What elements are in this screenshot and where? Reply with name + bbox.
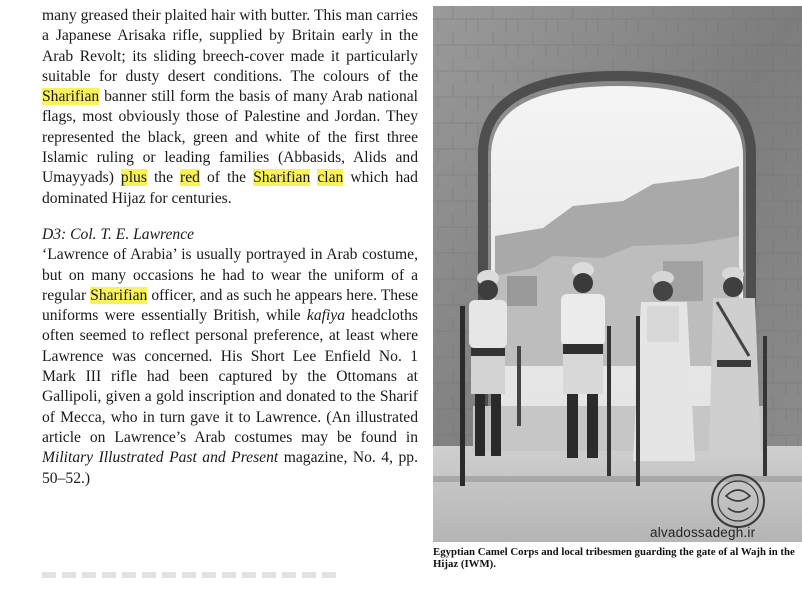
watermark-text: alvadossadegh.ir bbox=[650, 525, 756, 540]
highlighted-word: Sharifian bbox=[253, 169, 311, 187]
kafiya-term: kafiya bbox=[306, 307, 346, 325]
paragraph-2-text-c: headcloths often seemed to reflect personal preference, at least where Lawrence was concerned. His Short Lee Enfield No. 1 Mark III rifle had been captured by the Ottomans at Gallipoli, given a gold inscription and donated to the Sharif of Mecca, who in turn gave it to Lawrence. (An illustrated article on Lawrence’s Arab costumes may be found in bbox=[42, 307, 418, 446]
highlighted-word: red bbox=[180, 169, 200, 187]
paragraph-1-text: which had dominated Hijaz for centuries. bbox=[42, 169, 418, 207]
paragraph-1-text: the bbox=[146, 169, 181, 187]
paragraph-2 bbox=[42, 245, 418, 489]
paragraph-2-text-a: ‘Lawrence of Arabia’ is usually portrayed in Arab costume, but on many occasions he had to wear the uniform of a regular bbox=[42, 246, 418, 304]
subheading: D3: Col. T. E. Lawrence bbox=[42, 225, 195, 243]
bleed-through-line bbox=[42, 572, 342, 578]
paragraph-2-text-b: officer, and as such he appears here. These uniforms were essentially British, while bbox=[42, 286, 418, 325]
highlight-sharifian: Sharifian bbox=[90, 286, 148, 304]
highlighted-word: plus bbox=[120, 169, 147, 187]
paragraph-2-text-d: magazine, No. 4, pp. 50–52.) bbox=[42, 449, 418, 487]
highlighted-word: clan bbox=[317, 169, 344, 187]
historical-photo bbox=[433, 6, 802, 542]
paragraph-1 bbox=[42, 6, 418, 209]
paragraph-1-text: of the bbox=[199, 169, 254, 187]
magazine-title: Military Illustrated Past and Present bbox=[42, 449, 279, 467]
paragraph-1-text: many greased their plaited hair with butter. This man carries a Japanese Arisaka rifle, supplied by Britain early in the Arab Revolt; its sliding breech-cover made it particularly suitable for dusty desert conditions. The colours of the bbox=[42, 7, 418, 85]
highlighted-word: Sharifian bbox=[42, 88, 100, 106]
photo-illustration bbox=[433, 6, 802, 542]
text-column bbox=[42, 6, 418, 489]
photo-caption: Egyptian Camel Corps and local tribesmen guarding the gate of al Wajh in the Hijaz (IWM). bbox=[433, 546, 795, 570]
paragraph-1-text: banner still form the basis of many Arab national flags, most obviously those of Palestine and Jordan. They represented the black, green and white of the first three Islamic ruling or leading families (Abbasids, Alids and Umayyads) bbox=[42, 88, 418, 187]
